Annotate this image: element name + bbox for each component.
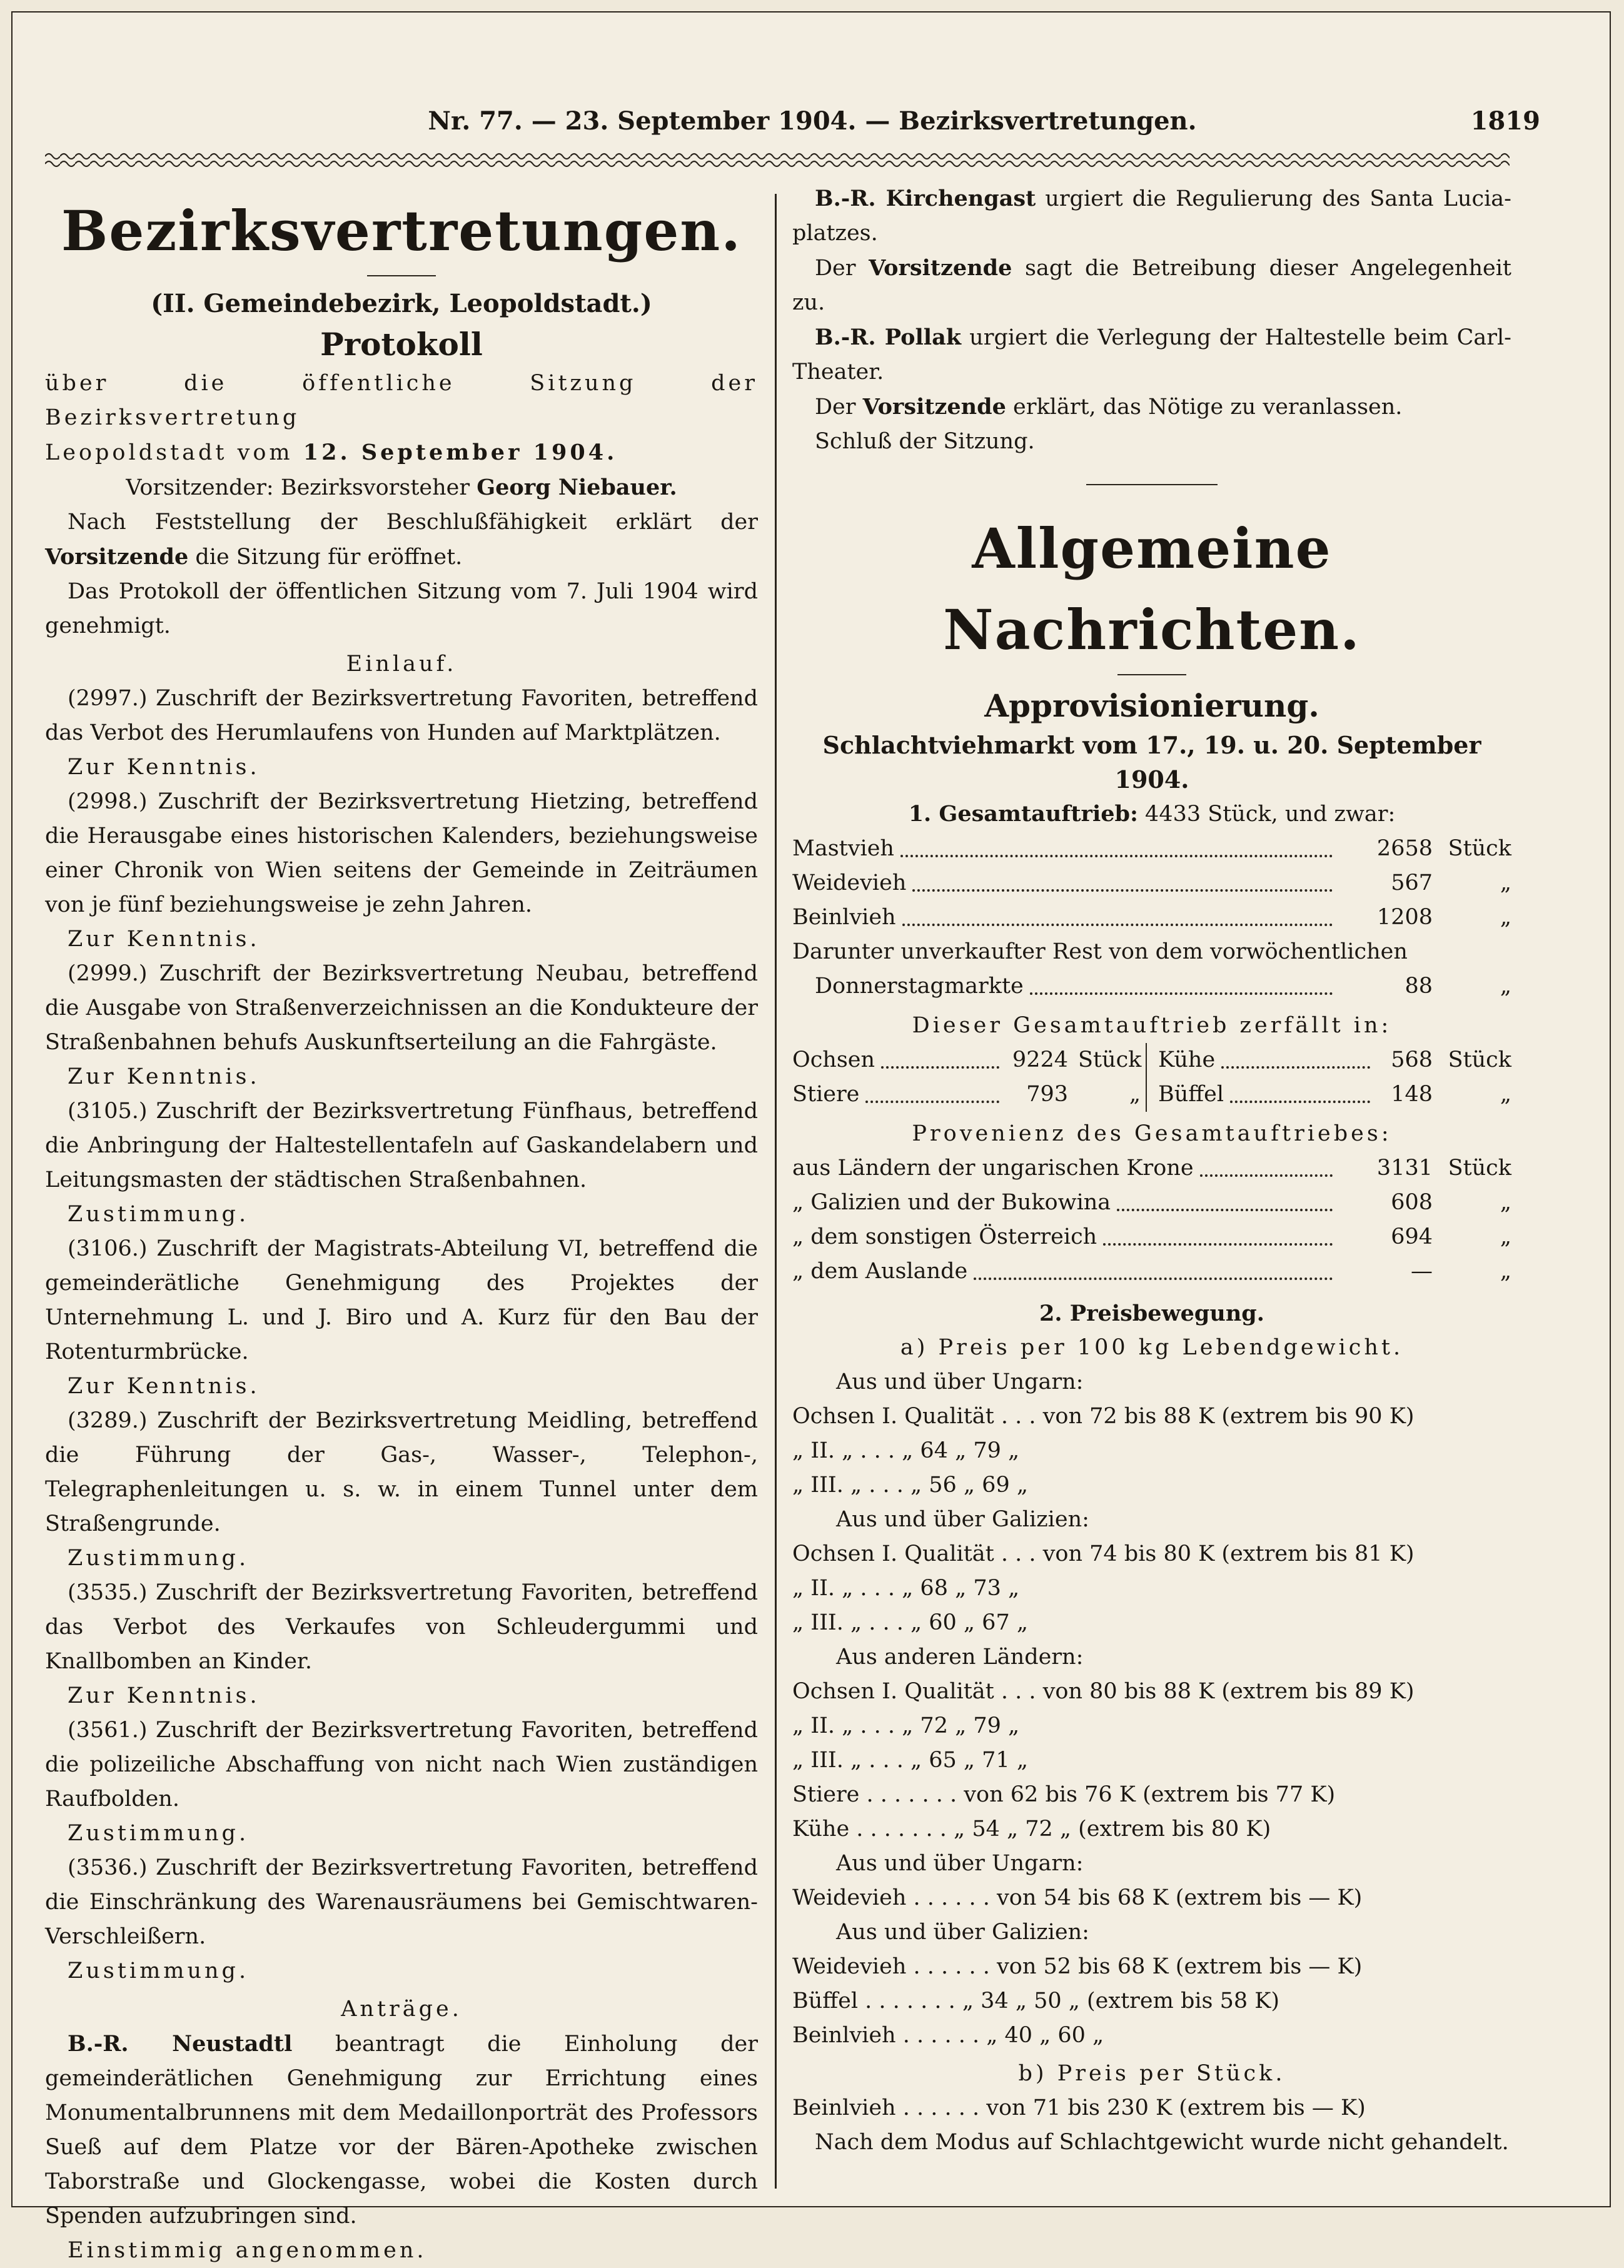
opening-text: Nach Feststellung der Beschlußfähigkeit erklärt der: [68, 510, 758, 535]
opening-chair: Vorsitzende: [45, 544, 189, 570]
title-rule: [1117, 674, 1186, 675]
split-row: [1158, 1077, 1511, 1112]
unsold-row: [792, 969, 1511, 1004]
price-row: „ III. „ . . . „ 60 „ 67 „: [792, 1610, 1028, 1635]
row-value: 3131: [1376, 1156, 1433, 1181]
column-rule: [775, 194, 777, 2189]
row-unit: Stück: [1448, 1047, 1511, 1072]
row-unit: Stück: [1078, 1047, 1142, 1072]
price-row: „ II. „ . . . „ 64 „ 79 „: [792, 1438, 1020, 1463]
row-label: Ochsen: [792, 1047, 875, 1072]
row-value: 567: [1391, 870, 1433, 895]
row-unit: „: [1500, 1259, 1511, 1284]
leader-dots: [1030, 992, 1333, 995]
item-decision: Zur Kenntnis.: [68, 1374, 260, 1399]
row-label: „ dem Auslande: [792, 1259, 968, 1284]
opening-paragraph: [45, 505, 758, 575]
row-label: Weidevieh: [792, 870, 907, 895]
row-label: „ Galizien und der Bukowina: [792, 1190, 1111, 1215]
provenance-row: [792, 1254, 1511, 1289]
price-row: Kühe . . . . . . . „ 54 „ 72 „ (extrem bis 80 K): [792, 1817, 1271, 1842]
price-list: [792, 1365, 1511, 2053]
row-value: —: [1411, 1259, 1433, 1284]
row-value: 88: [1405, 974, 1433, 999]
opening-text-end: die Sitzung für eröffnet.: [188, 545, 463, 570]
reply-prefix: Der: [815, 395, 863, 420]
origin-subheading: Aus und über Galizien:: [836, 1507, 1089, 1532]
leader-dots: [865, 1101, 999, 1103]
list-item: (3561.) Zuschrift der Bezirksvertretung Favoriten, betreffend die polizeiliche Abschaffung von nicht nach Wien zuständigen Raufbolden.: [45, 1718, 758, 1812]
price-row: Beinlvieh . . . . . . von 71 bis 230 K (extrem bis — K): [792, 2095, 1366, 2120]
leader-dots: [1230, 1101, 1370, 1103]
row-value: 694: [1391, 1224, 1433, 1249]
leader-dots: [1221, 1066, 1370, 1069]
item-decision: Zustimmung.: [68, 1821, 250, 1846]
antraege-heading: Anträge.: [341, 1997, 462, 2022]
intro-line: über die öffentliche Sitzung der Bezirksvertretung: [45, 371, 758, 430]
price-row: „ III. „ . . . „ 65 „ 71 „: [792, 1748, 1028, 1773]
reply-text: erklärt, das Nötige zu veranlassen.: [1006, 395, 1403, 420]
row-unit: „: [1500, 1082, 1511, 1107]
motion-paragraph: [45, 2027, 758, 2234]
item-decision: Zur Kenntnis.: [68, 1064, 260, 1089]
wavy-divider: [45, 149, 1510, 171]
reply-prefix: Der: [815, 256, 869, 281]
leader-dots: [1117, 1209, 1333, 1211]
item-decision: Zustimmung.: [68, 1202, 250, 1227]
chair-line: [45, 470, 758, 505]
row-value: 2658: [1376, 836, 1433, 861]
total-row: [792, 832, 1511, 866]
leader-dots: [1200, 1174, 1333, 1177]
price-row: Ochsen I. Qualität . . . von 74 bis 80 K (extrem bis 81 K): [792, 1541, 1415, 1566]
urge-paragraph-2: [792, 320, 1511, 390]
total-heading: [792, 797, 1511, 832]
einlauf-heading: Einlauf.: [346, 652, 457, 677]
row-value: 793: [1026, 1082, 1068, 1107]
total-row: [792, 900, 1511, 935]
leader-dots: [1103, 1243, 1333, 1246]
closing-note: Nach dem Modus auf Schlachtgewicht wurde nicht gehandelt.: [815, 2130, 1509, 2155]
price-row: Ochsen I. Qualität . . . von 72 bis 88 K (extrem bis 90 K): [792, 1404, 1415, 1429]
row-value: 9224: [1012, 1047, 1068, 1072]
split-table: [792, 1043, 1511, 1112]
row-unit: Stück: [1448, 836, 1511, 861]
price-row: Stiere . . . . . . . von 62 bis 76 K (extrem bis 77 K): [792, 1782, 1336, 1807]
list-item: (3106.) Zuschrift der Magistrats-Abteilung VI, betreffend die gemeinderätliche Genehmigung des Projektes der Unternehmung L. und J. Biro und A. Kurz für den Bau der Rotenturmbrücke.: [45, 1236, 758, 1364]
row-label: aus Ländern der ungarischen Krone: [792, 1156, 1194, 1181]
urge-paragraph-1: [792, 181, 1511, 251]
item-decision: Zur Kenntnis.: [68, 927, 260, 952]
page-number: 1819: [1470, 106, 1540, 136]
origin-subheading: Aus und über Ungarn:: [836, 1369, 1084, 1394]
row-unit: „: [1500, 974, 1511, 999]
row-value: 1208: [1376, 905, 1433, 930]
row-unit: „: [1500, 905, 1511, 930]
unsold-line: Darunter unverkaufter Rest von dem vorwöchentlichen: [792, 939, 1408, 964]
list-item: (2997.) Zuschrift der Bezirksvertretung Favoriten, betreffend das Verbot des Herumlaufens von Hunden auf Marktplätzen.: [45, 686, 758, 745]
chair-label: Vorsitzender: Bezirksvorsteher: [126, 475, 477, 500]
item-decision: Zur Kenntnis.: [68, 755, 260, 780]
row-value: 608: [1391, 1190, 1433, 1215]
row-label: Mastvieh: [792, 836, 894, 861]
motion-text: beantragt die Einholung der gemeinderätlichen Genehmigung zur Errichtung eines Monumentalbrunnens mit dem Medaillonporträt des Professors Sueß auf dem Platze vor der Bären-Apotheke zwischen Taborstraße und Glockengasse, wobei die Kosten durch Spenden aufzubringen sind.: [45, 2032, 758, 2229]
provenance-row: [792, 1186, 1511, 1220]
price-row: Beinlvieh . . . . . . „ 40 „ 60 „: [792, 2023, 1104, 2048]
item-decision: Zur Kenntnis.: [68, 1683, 260, 1708]
motion-result: Einstimmig angenommen.: [68, 2238, 427, 2263]
row-label: Beinlvieh: [792, 905, 896, 930]
split-row: [792, 1077, 1146, 1112]
price-row: Weidevieh . . . . . . von 54 bis 68 K (extrem bis — K): [792, 1885, 1363, 1910]
price-row: Ochsen I. Qualität . . . von 80 bis 88 K (extrem bis 89 K): [792, 1679, 1415, 1704]
left-column: [45, 181, 758, 2268]
reply-chair: Vorsitzende: [862, 394, 1006, 420]
member-name: B.-R. Kirchengast: [815, 186, 1036, 211]
origin-subheading: Aus und über Ungarn:: [836, 1851, 1084, 1876]
row-value: 148: [1391, 1082, 1433, 1107]
leader-dots: [974, 1278, 1333, 1280]
protokoll-heading: Protokoll: [320, 326, 483, 363]
session-date: 12. September 1904.: [303, 440, 618, 465]
chair-name: Georg Niebauer.: [477, 475, 677, 500]
split-right: [1146, 1043, 1511, 1112]
row-unit: Stück: [1448, 1156, 1511, 1181]
chair-reply-2: [792, 390, 1511, 425]
list-item: (2999.) Zuschrift der Bezirksvertretung Neubau, betreffend die Ausgabe von Straßenverzeichnissen an die Kondukteure der Straßenbahnen behufs Auskunftserteilung an die Fahrgäste.: [45, 961, 758, 1055]
split-heading: Dieser Gesamtauftrieb zerfällt in:: [912, 1013, 1392, 1038]
approvisionierung-heading: Approvisionierung.: [984, 687, 1319, 724]
market-heading: Schlachtviehmarkt vom 17., 19. u. 20. September 1904.: [822, 731, 1481, 794]
provenance-row: [792, 1220, 1511, 1254]
urge-text: urgiert die Regulierung des Santa Lucia-platzes.: [792, 186, 1511, 246]
provenance-row: [792, 1151, 1511, 1186]
split-row: [792, 1043, 1146, 1077]
item-list: [45, 682, 758, 1988]
price-a-heading: a) Preis per 100 kg Lebendgewicht.: [900, 1335, 1404, 1360]
price-row: Büffel . . . . . . . „ 34 „ 50 „ (extrem bis 58 K): [792, 1988, 1280, 2013]
chair-reply-1: [792, 251, 1511, 320]
split-left: [792, 1043, 1146, 1112]
section-title-nachrichten: Allgemeine Nachrichten.: [943, 516, 1361, 662]
running-title: Nr. 77. — 23. September 1904. — Bezirksvertretungen.: [428, 106, 1197, 136]
newspaper-page: [11, 11, 1611, 2263]
approval-paragraph: Das Protokoll der öffentlichen Sitzung vom 7. Juli 1904 wird genehmigt.: [45, 579, 758, 638]
row-value: 568: [1391, 1047, 1433, 1072]
urge-text: urgiert die Verlegung der Haltestelle beim Carl-Theater.: [792, 325, 1512, 385]
price-row: Weidevieh . . . . . . von 52 bis 68 K (extrem bis — K): [792, 1954, 1363, 1979]
price-row: „ II. „ . . . „ 72 „ 79 „: [792, 1713, 1020, 1738]
split-row: [1158, 1043, 1511, 1077]
section-title-bezirksvertretungen: Bezirksvertretungen.: [61, 198, 742, 263]
intro-place: Leopoldstadt vom: [45, 440, 303, 465]
item-decision: Zustimmung.: [68, 1958, 250, 1983]
list-item: (2998.) Zuschrift der Bezirksvertretung Hietzing, betreffend die Herausgabe eines historischen Kalenders, beziehungsweise einer Chronik von Wien seitens der Gemeinde in Zeiträumen von je fünf beziehungsweise je zehn Jahren.: [45, 789, 758, 917]
price-b-heading: b) Preis per Stück.: [1018, 2061, 1286, 2086]
row-label: Kühe: [1158, 1047, 1216, 1072]
district-heading: (II. Gemeindebezirk, Leopoldstadt.): [151, 289, 652, 318]
row-label: Stiere: [792, 1082, 860, 1107]
right-column: [792, 181, 1511, 2160]
session-close: Schluß der Sitzung.: [815, 429, 1035, 454]
leader-dots: [881, 1066, 999, 1069]
provenance-heading: Provenienz des Gesamtauftriebes:: [912, 1121, 1392, 1146]
price-row: „ II. „ . . . „ 68 „ 73 „: [792, 1576, 1020, 1601]
title-rule: [367, 275, 436, 276]
list-item: (3536.) Zuschrift der Bezirksvertretung Favoriten, betreffend die Einschränkung des Warenausräumens bei Gemischtwaren-Verschleißern.: [45, 1855, 758, 1949]
row-label: „ dem sonstigen Österreich: [792, 1224, 1097, 1249]
intro-line-2: [45, 435, 758, 470]
row-unit: „: [1500, 870, 1511, 895]
total-count: 4433 Stück, und zwar:: [1137, 802, 1396, 827]
total-row: [792, 866, 1511, 900]
row-label: Donnerstagmarkte: [815, 974, 1024, 999]
row-unit: „: [1500, 1190, 1511, 1215]
reply-chair: Vorsitzende: [869, 255, 1012, 281]
list-item: (3535.) Zuschrift der Bezirksvertretung Favoriten, betreffend das Verbot des Verkaufes von Schleudergummi und Knallbomben an Kinder.: [45, 1580, 758, 1674]
price-row: „ III. „ . . . „ 56 „ 69 „: [792, 1473, 1028, 1498]
origin-subheading: Aus und über Galizien:: [836, 1920, 1089, 1945]
row-unit: „: [1129, 1082, 1141, 1107]
item-decision: Zustimmung.: [68, 1546, 250, 1571]
row-label: Büffel: [1158, 1082, 1224, 1107]
list-item: (3105.) Zuschrift der Bezirksvertretung Fünfhaus, betreffend die Anbringung der Haltestellentafeln auf Gaskandelabern und Leitungsmasten der städtischen Straßenbahnen.: [45, 1099, 758, 1192]
leader-dots: [902, 924, 1333, 926]
member-name: B.-R. Pollak: [815, 325, 962, 350]
price-heading: 2. Preisbewegung.: [1039, 1301, 1264, 1326]
motion-author: B.-R. Neustadtl: [68, 2031, 293, 2057]
leader-dots: [912, 889, 1333, 892]
leader-dots: [900, 855, 1333, 857]
list-item: (3289.) Zuschrift der Bezirksvertretung Meidling, betreffend die Führung der Gas-, Wasser-, Telephon-, Telegraphenleitungen u. s. w. in einem Tunnel unter dem Straßengrunde.: [45, 1408, 758, 1536]
reply-text: sagt die Betreibung dieser Angelegenheit zu.: [792, 256, 1511, 315]
section-rule: [1086, 484, 1218, 485]
row-unit: „: [1500, 1224, 1511, 1249]
total-label: 1. Gesamtauftrieb:: [908, 801, 1138, 827]
origin-subheading: Aus anderen Ländern:: [836, 1645, 1084, 1670]
